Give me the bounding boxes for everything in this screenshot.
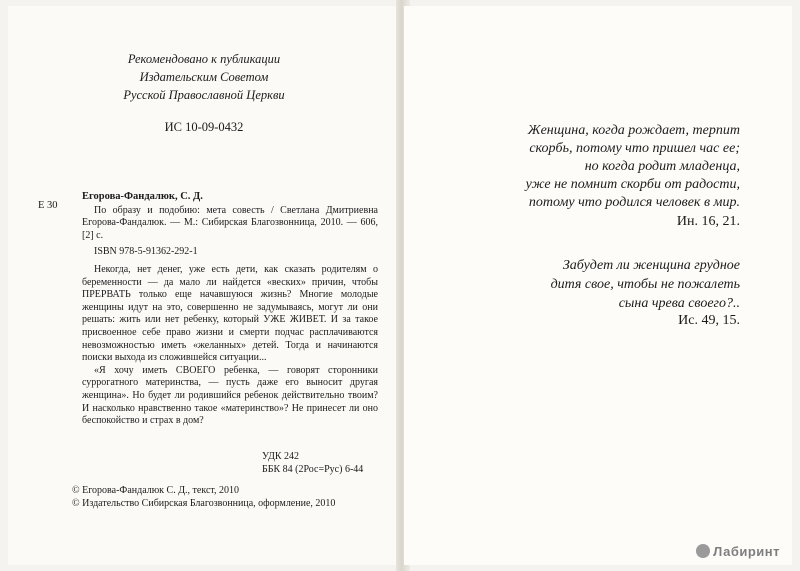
isbn: ISBN 978-5-91362-292-1 — [94, 246, 198, 258]
quote-reference: Ин. 16, 21. — [676, 214, 740, 229]
quote-line: уже не помнит скорби от радости, — [525, 177, 740, 192]
bbk-index: ББК 84 (2Рос=Рус) 6-44 — [262, 464, 364, 475]
quote-line: скорбь, потому что пришел час ее; — [529, 141, 740, 156]
quote-line: дитя свое, чтобы не пожалеть — [550, 277, 740, 292]
approval-line: Издательским Советом — [139, 70, 269, 84]
udc-index: УДК 242 — [262, 451, 300, 462]
copyright-line: © Издательство Сибирская Благозвонница, оформление, 2010 — [72, 498, 336, 509]
quote-line: Женщина, когда рождает, терпит — [527, 123, 740, 138]
bibliographic-record: По образу и подобию: мета совесть / Светлана Дмитриевна Егорова-Фандалюк. — М.: Сибирская Благозвонница, 2010. — 606, [2] с. — [82, 204, 378, 241]
classification-indices — [262, 450, 363, 476]
watermark-logo — [696, 544, 780, 559]
left-page — [8, 6, 400, 565]
copyright-block — [72, 484, 335, 510]
quote-line: но когда родит младенца, — [584, 159, 740, 174]
annotation-paragraph: Некогда, нет денег, уже есть дети, как сказать родителям о беременности — да мало ли найдется «веских» причин, чтобы ПРЕРВАТЬ только еще начавшуюся жизнь? Многие молодые женщины идут на это, совершенно не задумываясь, могут ли они решать: жить или нет ребенку, который УЖЕ ЖИВЕТ. И за такое присвоенное себе право жизни и смерти подчас расплачиваются невозможностью иметь «желанных» детей. Тогда и начинаются поиски выхода из сложившейся ситуации... — [82, 263, 378, 364]
epigraph-quote — [410, 122, 740, 212]
author-name: Егорова-Фандалюк, С. Д. — [82, 191, 203, 202]
quote-line: сына чрева своего?.. — [618, 296, 740, 311]
approval-line: Русской Православной Церкви — [123, 88, 285, 102]
watermark-text: Лабиринт — [713, 544, 780, 559]
right-page — [404, 6, 792, 565]
quote-line: Забудет ли женщина грудное — [562, 258, 740, 273]
classification-code: Е 30 — [38, 200, 58, 211]
copyright-line: © Егорова-Фандалюк С. Д., текст, 2010 — [72, 485, 240, 496]
annotation-paragraph: «Я хочу иметь СВОЕГО ребенка, — говорят сторонники суррогатного материнства, — пусть даже его выносит другая женщина». Но будет ли родившийся ребенок действительно твоим? И насколько нравственно такое «материнство»? Не принесет ли оно беспокойство и страх в дом? — [82, 364, 378, 427]
publication-code: ИС 10-09-0432 — [164, 120, 244, 134]
approval-line: Рекомендовано к публикации — [127, 52, 281, 66]
labyrinth-logo-icon — [696, 544, 710, 558]
quote-line: потому что родился человек в мир. — [528, 195, 740, 210]
bibliographic-block — [82, 191, 378, 428]
quote-reference: Ис. 49, 15. — [678, 313, 740, 328]
approval-block — [8, 50, 400, 104]
epigraph-quote — [410, 256, 740, 313]
